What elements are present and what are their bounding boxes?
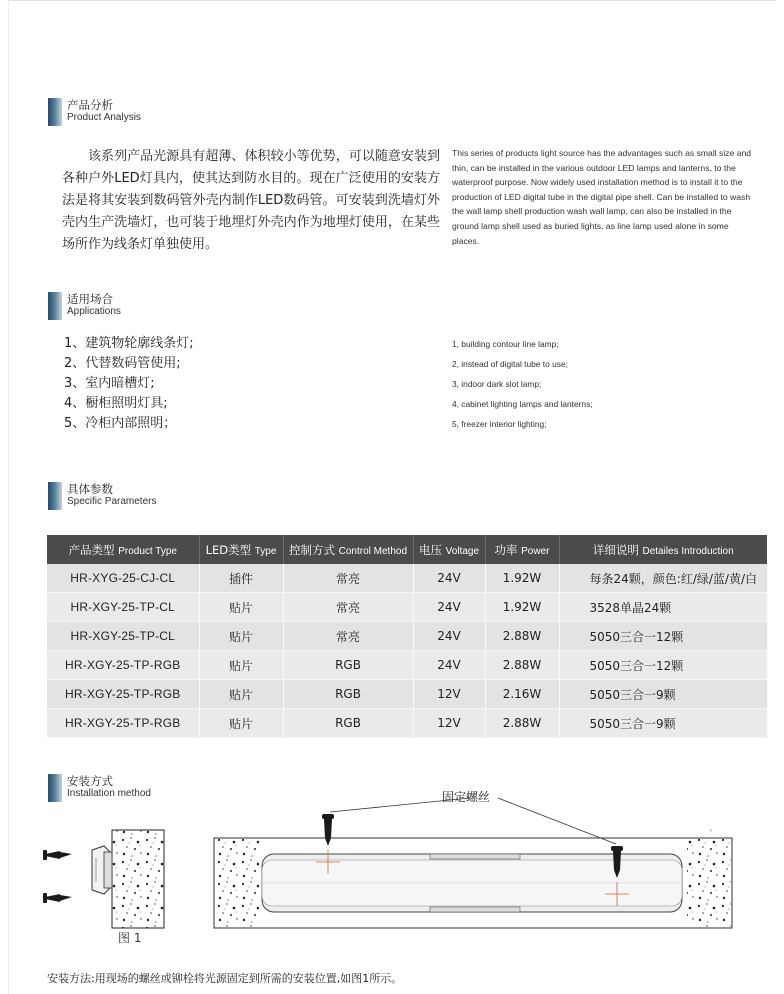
list-item: 2, instead of digital tube to use;: [452, 359, 568, 369]
list-item: 5、冷柜内部照明；: [64, 416, 177, 431]
header-led-type: LED类型 Type: [199, 535, 283, 564]
svg-text:': ': [710, 828, 712, 838]
applications-list-en: [452, 334, 593, 434]
section-title-zh: 具体参数: [67, 482, 113, 496]
section-title-en: Applications: [67, 306, 121, 317]
table-row: HR-XGY-25-TP-CL 贴片 常亮 24V 1.92W 3528单晶24颗: [47, 593, 767, 622]
list-item: 3、室内暗槽灯;: [64, 376, 155, 391]
list-item: 2、代替数码管使用;: [64, 356, 181, 371]
parameters-table: [47, 535, 768, 738]
screw-icon: [43, 893, 72, 903]
list-item: 4, cabinet lighting lamps and lanterns;: [452, 399, 593, 409]
section-title-zh: 安装方式: [67, 774, 113, 788]
applications-list-zh: [64, 334, 194, 434]
table-row: HR-XGY-25-TP-RGB 贴片 RGB 24V 2.88W 5050三合一12颗: [47, 651, 767, 680]
header-power: 功率 Power: [485, 535, 559, 564]
top-border: [8, 0, 776, 1]
header-voltage: 电压 Voltage: [413, 535, 485, 564]
figure-label: 图 1: [118, 931, 142, 945]
list-item: 3, indoor dark slot lamp;: [452, 379, 542, 389]
analysis-text-zh: 该系列产品光源具有超薄、体积较小等优势，可以随意安装到各种户外LED灯具内，使其达到防水目的。现在广泛使用的安装方法是将其安装到数码管外壳内制作LED数码管。可安装到洗墙灯外壳内生产洗墙灯，也可装于地埋灯外壳内作为地埋灯使用，在某些场所作为线条灯单独使用。: [62, 149, 440, 252]
installation-note: 安装方法:用现场的螺丝或铆栓将光源固定到所需的安装位置,如图1所示。: [47, 972, 403, 985]
list-item: 1, building contour line lamp;: [452, 339, 559, 349]
section-title-en: Specific Parameters: [67, 496, 157, 507]
figure-1-side-view: [43, 830, 164, 928]
analysis-text-en: This series of products light source has the advantages such as small size and thin, can be installed in the various outdoor LED lamps and lanterns, to the waterproof purpose. Now widely used installation method is to install it to the production of LED digital tube in the digital pipe shell. Can be installed to wash the wall lamp shell production wash wall lamp, can also be installed in the ground lamp shell used as buried lights, as line lamp used alone in some places.: [452, 148, 752, 246]
table-row: HR-XYG-25-CJ-CL 插件 常亮 24V 1.92W 每条24颗，颜色:红/绿/蓝/黄/白: [47, 564, 767, 593]
section-title-zh: 适用场合: [67, 292, 113, 306]
section-title-en: Product Analysis: [67, 112, 141, 123]
front-view-wall: [214, 798, 732, 928]
section-marker: [48, 482, 62, 510]
header-introduction: 详细说明 Detailes Introduction: [559, 535, 767, 564]
header-product-type: 产品类型 Product Type: [47, 535, 199, 564]
table-row: HR-XGY-25-TP-RGB 贴片 RGB 12V 2.16W 5050三合一9颗: [47, 680, 767, 709]
installation-diagram: [0, 770, 784, 970]
list-item: 4、橱柜照明灯具;: [64, 396, 168, 411]
table-row: HR-XGY-25-TP-CL 贴片 常亮 24V 2.88W 5050三合一12颗: [47, 622, 767, 651]
section-title-zh: 产品分析: [67, 98, 113, 112]
section-marker: [48, 292, 62, 320]
section-marker: [48, 98, 62, 126]
table-row: HR-XGY-25-TP-RGB 贴片 RGB 12V 2.88W 5050三合一9颗: [47, 709, 767, 738]
section-title-en: Installation method: [67, 788, 151, 799]
screw-icon: [43, 850, 72, 860]
header-control-method: 控制方式 Control Method: [283, 535, 413, 564]
screw-label: 固定螺丝: [442, 790, 491, 804]
list-item: 1、建筑物轮廓线条灯;: [64, 336, 194, 351]
list-item: 5, freezer interior lighting;: [452, 419, 547, 429]
table-header-row: [47, 535, 767, 564]
